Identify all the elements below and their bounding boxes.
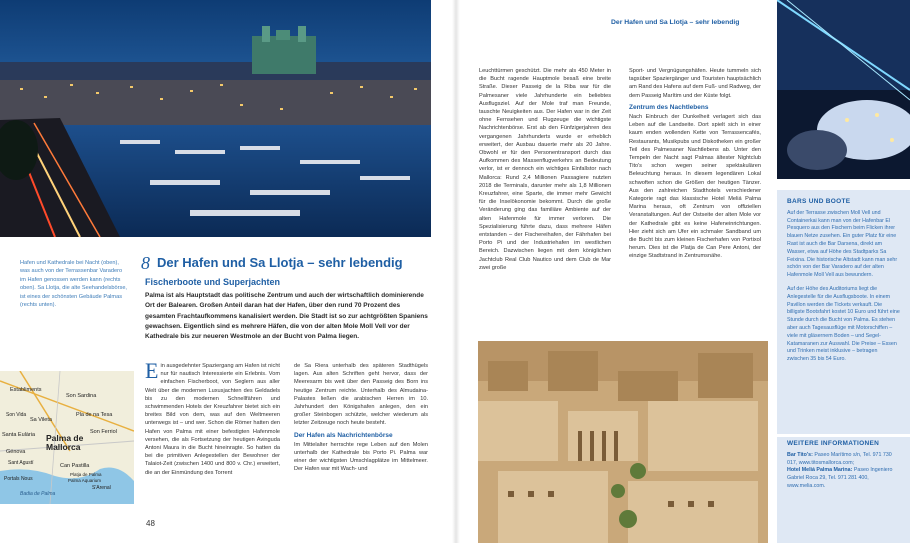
map-label: Santa Eulària bbox=[2, 432, 36, 438]
info-entry-text: Paseo Marítimo s/n, Tel. 971 730 017, www.titosmallorca.com; bbox=[787, 451, 892, 466]
terrace-bar-photo bbox=[777, 0, 910, 179]
drop-cap: E bbox=[145, 358, 159, 383]
map-label: Génova bbox=[6, 449, 26, 455]
intro-paragraph: Palma ist als Hauptstadt das politische Zentrum und auch der wirtschaftlich dominierende Ort der Balearen. Großen Anteil daran hat der Hafen, über den rund 70 Prozent des gesamten Frachtaufkommens kanalisiert werden. Die Stadt ist so zur achtgrößten Spaniens gewachsen. Eigentlich sind es mehrere Häfen, die von der alten Mole Moll Vell vor der Kathedrale bis zur neueren Westmole an der Bucht von Palma liegen. bbox=[145, 292, 428, 341]
sidebar-divider bbox=[777, 434, 910, 437]
map-label: Palma Aquarium bbox=[68, 478, 102, 483]
body-column-1 bbox=[145, 358, 280, 477]
info-sidebar bbox=[777, 190, 910, 543]
map-label: Portals Nous bbox=[4, 476, 33, 482]
section-subheading: Fischerboote und Superjachten bbox=[145, 277, 281, 287]
body-text: Im Mittelalter herrschte rege Leben auf den Molen unterhalb der Kathedrale bis Porto Pi. Palma war einer der wichtigsten Umschlagplätze im Mittelmeer. Der Hafen war mit Wach- und bbox=[294, 441, 428, 473]
bars-boats-box bbox=[777, 190, 910, 376]
info-title: WEITERE INFORMATIONEN bbox=[787, 440, 880, 447]
harbor-night-photo bbox=[0, 0, 431, 237]
map-label: Sa Vileta bbox=[30, 417, 52, 423]
info-entry bbox=[787, 452, 900, 468]
column-subheading: Zentrum des Nachtlebens bbox=[629, 103, 709, 111]
info-entry-text: Paseo Ingeniero Gabriel Roca 29, Tel. 971 281 400, www.melia.com. bbox=[787, 467, 893, 489]
map-label: Badia de Palma bbox=[20, 491, 56, 497]
body-text: de Sa Riera unterhalb des späteren Stadthügels lagen. Aus alten Schriften geht hervor, dass der Meeresarm bis weit über den Passeig des Born ins heutige Zentrum reichte. Unterhalb des Almudaina-Palastes ließen die arabischen Herren im 10. Jahrhundert den Königshafen anlegen, den ein großer Steinbogen schützte, welcher wiederum als letzter Zeitzeuge noch heute besteht. bbox=[294, 363, 428, 427]
sidebar-title: BARS UND BOOTE bbox=[787, 198, 851, 205]
body-text: in ausgedehnter Spaziergang am Hafen ist nicht nur für nautisch Interessierte ein Erlebnis. Vom einfachen Fischerboot, von Seglern aus aller Welt über die modernen Luxusjachten des Geldadels bis zu den modernen Schnellfähren und schwimmenden Hotels der Kreuzfahrer bietet sich ein breites Bild von dem, was auf den Weltmeeren unterwegs ist – und wer. Schon die Römer hatten den Hafen von Palma mit einer befestigten Hafenmole versehen, die als Fortsetzung der heutigen Avinguda Antoni Maura in die Bucht hineinragte. So hatten da bei die primitiven Anlegestellen der Bewohner der Talaiot-Zeit (zwischen 1400 und 800 v. Chr.) erweitert, die an der Einmündung des Torrent bbox=[145, 363, 280, 476]
info-entry bbox=[787, 467, 900, 490]
info-entry-name: Bar Tito's: bbox=[787, 451, 813, 458]
section-title: Der Hafen und Sa Llotja – sehr lebendig bbox=[157, 255, 403, 270]
map-label: Sant Agustí bbox=[8, 460, 34, 466]
map-label: Son Ferriol bbox=[90, 429, 117, 435]
body-column-4 bbox=[629, 67, 761, 261]
map-label: Mallorca bbox=[46, 442, 81, 452]
sidebar-paragraph: Auf der Terrasse zwischen Moll Vell und Containerkai kann man von der Hafenbar El Pesquero aus den Fischern beim Flicken ihrer blauen Netze zusehen. Ein guter Platz für eine Rast ist auch die Bar Darsena, direkt am Wasser, etwa auf Höhe des Stadtparks Sa Feixina. Die historische Altstadt kann man sehr schön von der Bar Varadero auf der alten Hafenmole Moll Vell aus bewundern. bbox=[787, 209, 898, 279]
map-label: Can Pastilla bbox=[60, 463, 90, 469]
more-info-box bbox=[777, 438, 910, 493]
book-spine bbox=[452, 0, 460, 543]
map-label: Palma de bbox=[46, 433, 84, 443]
location-map bbox=[0, 371, 134, 504]
map-label: Establiments bbox=[10, 387, 42, 393]
column-subheading: Der Hafen als Nachrichtenbörse bbox=[294, 431, 393, 439]
photo-caption: Hafen und Kathedrale bei Nacht (oben), was auch von der Terrassenbar Varadero im Hafen genossen werden kann (rechts oben). Sa Llotja, die alte Seehandelsbörse, ist eines der schönsten Gebäude Palmas (rechts unten). bbox=[20, 260, 127, 309]
page-number: 48 bbox=[146, 519, 155, 528]
map-label: Pla de na Tesa bbox=[76, 412, 113, 418]
info-entry-name: Hotel Meliá Palma Marina: bbox=[787, 467, 853, 474]
body-column-2 bbox=[294, 362, 428, 474]
body-column-3: Leuchttürmen geschützt. Die mehr als 450 Meter in die Bucht ragende Hauptmole besaß eine breite Straße. Dieser Passeig de la Riba war für die Palmesaner viele Jahrhunderte ein beliebtes Ausflugsziel. Auf der Mole traf man Freunde, tauschte Neuigkeiten aus. Der Hafen war in der Zeit ohne Fernsehen und Flugzeuge die wichtigste Nachrichtenbörse. Erst ab den Fünfzigerjahren des vergangenen Jahrhunderts wurde er erheblich erweitert, der Ausbau dauerte mehr als 20 Jahre. Obwohl er für den Personentransport durch das Aufkommen des Massenflugverkehrs an Bedeutung verlor, ist er dennoch ein wichtiges Einfallstor nach Mallorca: Rund 2,4 Millionen Passagiere nutzten 2018 die Terminals, darunter mehr als 1,8 Millionen Kreuzfahrer, eine Sparte, die immer mehr Gewicht für die Inselökonomie bekommt. Durch die große Veränderung ging das familiäre Ambiente auf der alten Hafenmole für immer verloren. Die Spezialisierung führte dazu, dass mehrere Häfen entstanden – der Fischereihafen, der Fährhafen bei Porto Pi und der Industriehafen im westlichen Bereich. Dazwischen liegen mit dem königlichen Jachtclub Real Club Nautico und dem Club de Mar zwei große bbox=[479, 68, 611, 271]
map-label: Platja de Palma bbox=[70, 472, 102, 477]
sidebar-paragraph: Auf der Höhe des Auditoriums liegt die Anlegestelle für die Ausflugsboote. In einem Pavillon werden die Tickets verkauft. Die billigste Bootsfahrt kostet 10 Euro und führt eine Stunde durch die Bucht von Palma. Es stehen aber auch Tagesausflüge mit Motorschiffen – viele mit gläsernem Boden – und Segel-Katamaranen zur Auswahl. Die Preise – Essen und Trinken meist inklusive – betragen zwischen 35 bis 54 Euro. bbox=[787, 285, 900, 363]
body-text: Sport- und Vergnügungshäfen. Heute tummeln sich tagsüber Spaziergänger und Touristen hauptsächlich am Rand des Hafens auf dem Fuß- und Radweg, der dem Passeig Marítim und der Küste folgt. bbox=[629, 68, 761, 99]
map-label: Son Sardina bbox=[66, 393, 97, 399]
map-label: S'Arenal bbox=[92, 485, 111, 491]
body-text: Nach Einbruch der Dunkelheit verlagert sich das Leben auf die Landseite. Dort spielt sich in einer kaum enden wollenden Kette von Terrassencafés, Restaurants, Musikpubs und Diskotheken ein großer Teil des Palmesaner Nachtlebens ab. Unter den Tempeln der Nacht sagt Palmas ältester Nightclub Tito's schon wegen seiner spektakulären Beleuchtung heraus. In diesem legendären Lokal schwoften schon die Größen der heutigen Tänzer. Aus den zahlreichen Stadthotels verschiedener Kategorie ragt das klassische Hotel Meliá Palma Marina heraus, oft Zentrum von offiziellen Veranstaltungen. Auf der Ostseite der alten Mole vor der Kathedrale gibt es keine Hafeneinrichtungen. Hier zieht sich am Ufer ein schmaler Sandband um die Bucht bis zum kleinen Fischerhafen von Portixol herum. Dies ist die Platja de Can Pere Antoni, der einzige Stadtstrand in Zentrumsnähe. bbox=[629, 114, 761, 260]
section-number: 8 bbox=[141, 253, 150, 273]
sa-llotja-photo bbox=[478, 341, 768, 543]
running-header: Der Hafen und Sa Llotja – sehr lebendig bbox=[611, 19, 740, 26]
map-label: Son Vida bbox=[6, 412, 27, 418]
